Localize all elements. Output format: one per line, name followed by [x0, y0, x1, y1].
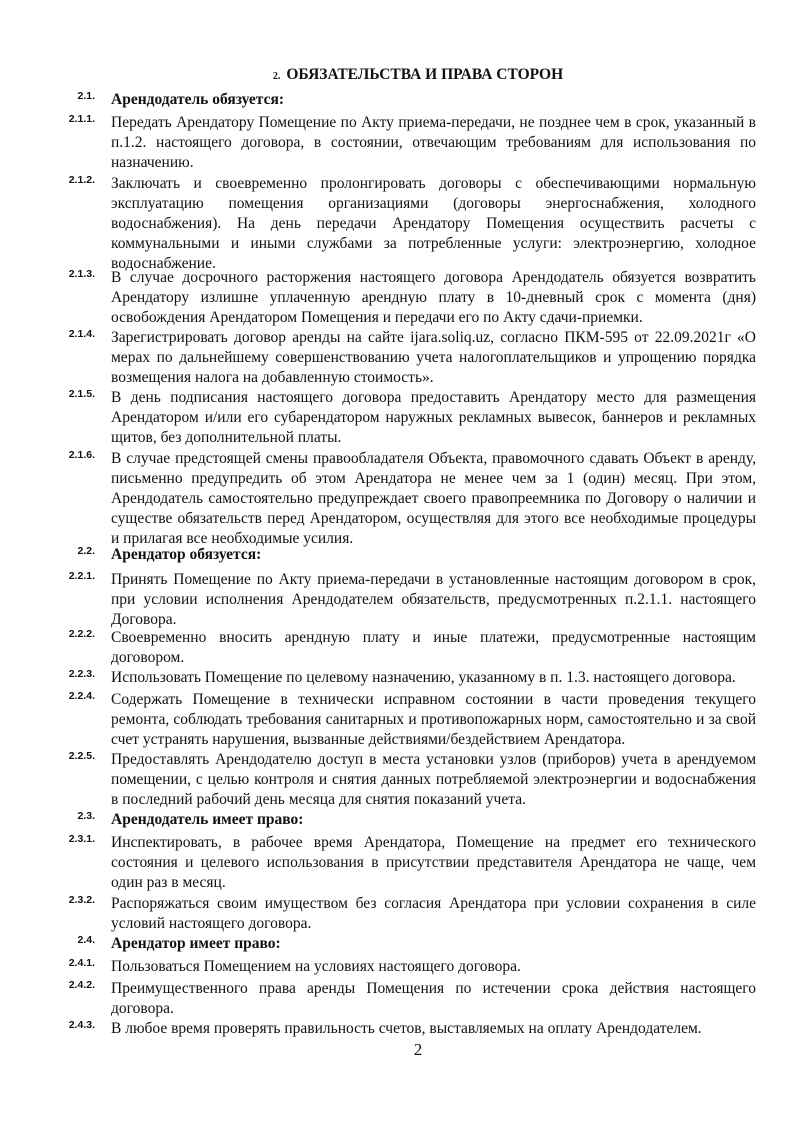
clause-number: 2.4.2.: [68, 979, 95, 991]
section-heading: [0, 66, 800, 84]
clause-text: Использовать Помещение по целевому назначению, указанному в п. 1.3. настоящего договора.: [111, 669, 736, 686]
clause-text: Заключать и своевременно пролонгировать договоры с обеспечивающими нормальную эксплуатацию помещения организациями (договоры энергоснабжения, холодного водоснабжения). На день передачи Арендатору Помещения осуществить расчеты с коммунальными и иными службами за потребленные услуги: электроэнергию, холодное водоснабжение.: [111, 175, 756, 272]
clause-text: Передать Арендатору Помещение по Акту приема-передачи, не позднее чем в срок, указанный в п.1.2. настоящего договора, в состоянии, отвечающим требованиям для использования по назначению.: [111, 114, 756, 171]
clause-number: 2.2.2.: [68, 628, 95, 640]
clause: [40, 957, 756, 977]
clause: [40, 268, 756, 328]
clause-heading: [40, 810, 756, 830]
clause-number: 2.2.1.: [68, 570, 95, 582]
clause: [40, 113, 756, 173]
clause: [40, 328, 756, 388]
clause-text: Пользоваться Помещением на условиях настоящего договора.: [111, 958, 521, 975]
clause: [40, 894, 756, 934]
clause-number: 2.1.6.: [68, 449, 95, 461]
clause: [40, 979, 756, 1019]
clause-number: 2.1.3.: [68, 268, 95, 280]
clause-number: 2.4.3.: [68, 1019, 95, 1031]
clause: [40, 833, 756, 893]
clause: [40, 570, 756, 630]
clause-text: Преимущественного права аренды Помещения по истечении срока действия настоящего договора.: [111, 980, 756, 1017]
clause: [40, 668, 756, 688]
clause-number: 2.4.: [77, 934, 95, 946]
clause-number: 2.2.: [77, 545, 95, 557]
clause-heading: [40, 934, 756, 954]
clause-number: 2.3.2.: [68, 894, 95, 906]
clause-number: 2.1.: [77, 90, 95, 102]
clause-number: 2.1.1.: [68, 113, 95, 125]
clause: [40, 449, 756, 549]
clause-text: Своевременно вносить арендную плату и иные платежи, предусмотренные настоящим договором.: [111, 629, 756, 666]
clause-number: 2.1.2.: [68, 174, 95, 186]
clause-number: 2.1.5.: [68, 388, 95, 400]
clause-number: 2.2.4.: [68, 690, 95, 702]
clause-heading-text: Арендодатель имеет право:: [111, 811, 304, 828]
clause: [40, 690, 756, 750]
clause-number: 2.1.4.: [68, 328, 95, 340]
clause-number: 2.3.: [77, 810, 95, 822]
clause: [40, 750, 756, 810]
page-number: 2: [413, 1040, 423, 1059]
clause-text: Предоставлять Арендодателю доступ в места установки узлов (приборов) учета в арендуемом помещении, с целью контроля и снятия данных потребляемой электроэнергии и водоснабжения в последний рабочий день месяца для снятия показаний учета.: [111, 751, 756, 808]
section-title: ОБЯЗАТЕЛЬСТВА И ПРАВА СТОРОН: [286, 66, 564, 83]
clause-heading-text: Арендатор имеет право:: [111, 935, 281, 952]
clause: [40, 1019, 756, 1039]
clause-number: 2.2.5.: [68, 750, 95, 762]
clause-heading: [40, 545, 756, 565]
section-number: 2.: [272, 71, 281, 82]
clause: [40, 174, 756, 274]
clause-text: Принять Помещение по Акту приема-передачи в установленные настоящим договором в срок, при условии исполнения Арендодателем обязательств, предусмотренных п.2.1.1. настоящего Договора.: [111, 571, 756, 628]
clause-number: 2.4.1.: [68, 957, 95, 969]
clause-text: Зарегистрировать договор аренды на сайте ijara.soliq.uz, согласно ПКМ-595 от 22.09.2021г «О мерах по дальнейшему совершенствованию учета налогоплательщиков и упрощению порядка возмещения налога на добавленную стоимость».: [111, 329, 756, 386]
clause-heading-text: Арендодатель обязуется:: [111, 91, 285, 108]
clause-text: В случае досрочного расторжения настоящего договора Арендодатель обязуется возвратить Арендатору излишне уплаченную арендную плату в 10-дневный срок с момента (дня) освобождения Арендатором Помещения и передачи его по Акту сдачи-приемки.: [111, 269, 756, 326]
clause-number: 2.2.3.: [68, 668, 95, 680]
clause-heading-text: Арендатор обязуется:: [111, 546, 262, 563]
clause-text: В любое время проверять правильность счетов, выставляемых на оплату Арендодателем.: [111, 1020, 702, 1037]
clause-text: В день подписания настоящего договора предоставить Арендатору место для размещения Арендатором и/или его субарендатором наружных рекламных вывесок, баннеров и рекламных щитов, без дополнительной платы.: [111, 389, 756, 446]
clause-text: Содержать Помещение в технически исправном состоянии в части проведения текущего ремонта, соблюдать требования санитарных и противопожарных норм, самостоятельно и за свой счет устранять нарушения, вызванные действиями/бездействием Арендатора.: [111, 691, 756, 748]
clause-text: Инспектировать, в рабочее время Арендатора, Помещение на предмет его технического состояния и целевого использования в присутствии представителя Арендатора не чаще, чем один раз в месяц.: [111, 834, 756, 891]
clause: [40, 628, 756, 668]
clause-number: 2.3.1.: [68, 833, 95, 845]
clause-heading: [40, 90, 756, 110]
clause-text: В случае предстоящей смены правообладателя Объекта, правомочного сдавать Объект в аренду, письменно предупредить об этом Арендатора не менее чем за 1 (один) месяц. При этом, Арендодатель самостоятельно предупреждает своего правопреемника по Договору о наличии и существе обязательств перед Арендатором, осуществляя для этого все необходимые процедуры и прилагая все необходимые усилия.: [111, 450, 756, 547]
clause: [40, 388, 756, 448]
clause-text: Распоряжаться своим имуществом без согласия Арендатора при условии сохранения в силе условий настоящего договора.: [111, 895, 756, 932]
